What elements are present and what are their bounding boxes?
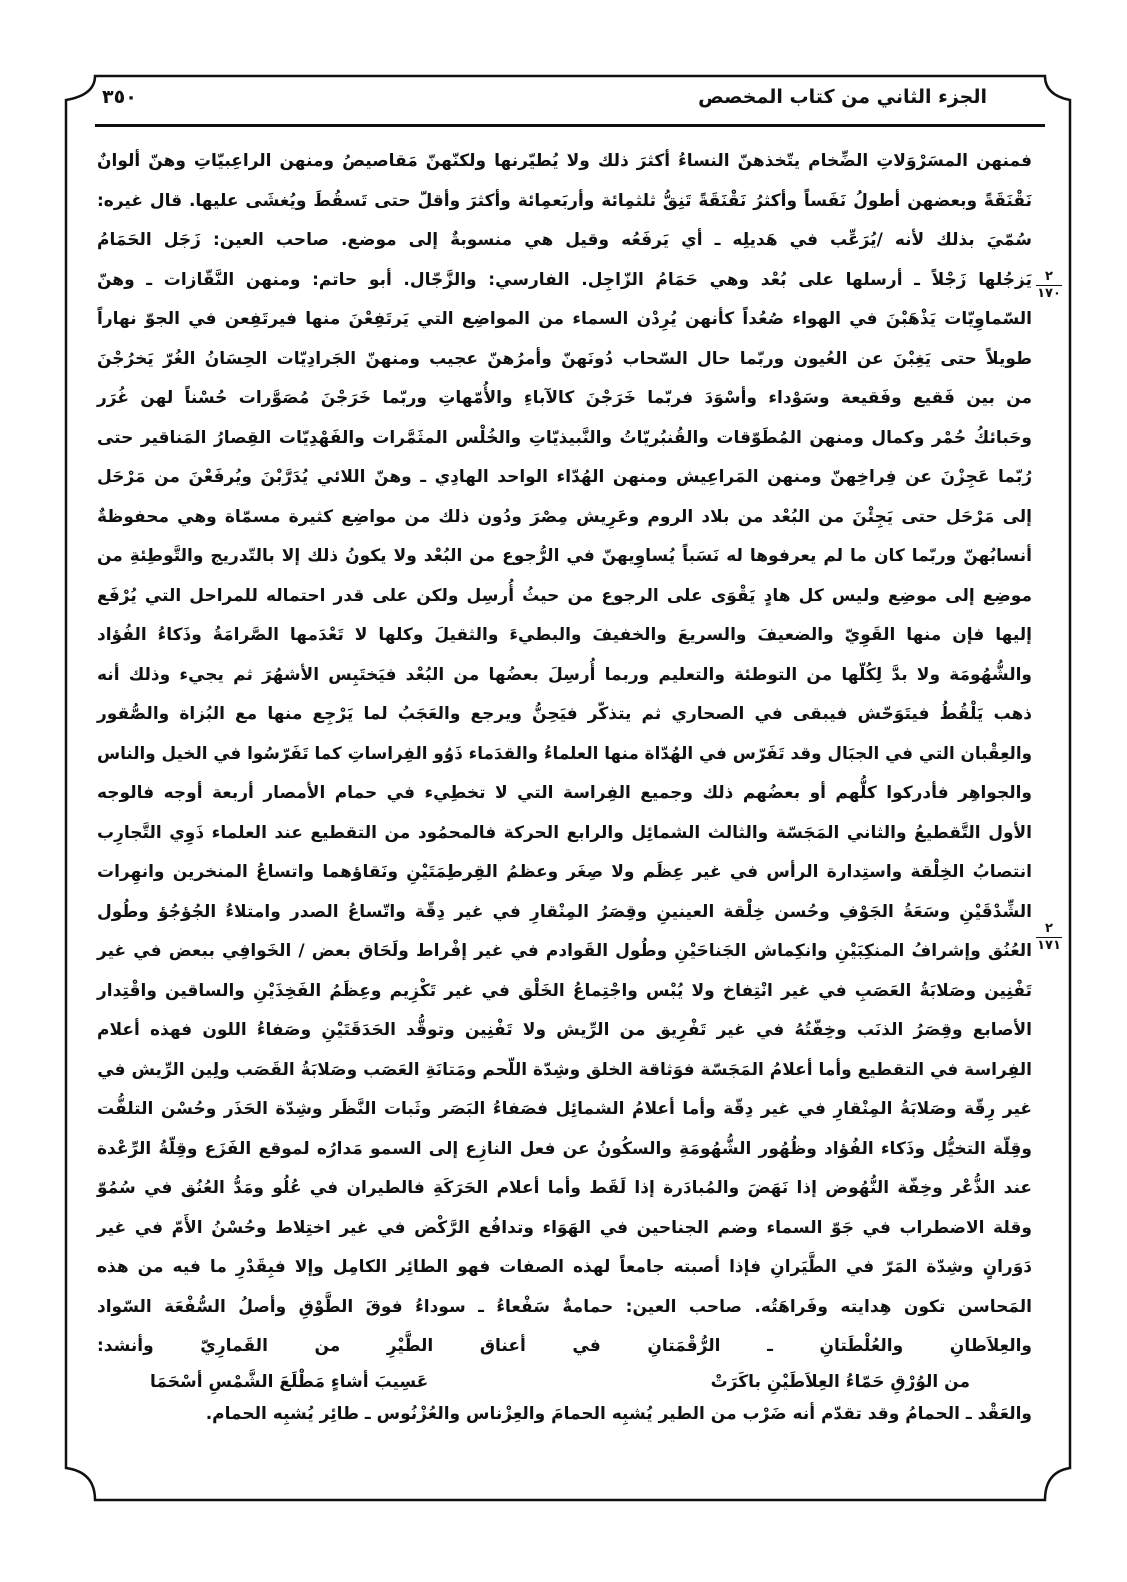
margin-page: ١٧٠ [1037, 286, 1061, 301]
text-line: موضِع إلى موضِع وليس كل هادٍ يَقْوَى على الرجوع من حيثُ أُرسِل ولكن على قدر احتماله للمراحل التي يُرْفَع [97, 585, 1032, 606]
verse-second-hemistich: عَسِيبَ أشاءٍ مَطْلَعَ الشَّمْسِ أسْحَمَا [150, 1372, 429, 1392]
closing-line: والعَقْد ـ الحمامُ وقد تقدّم أنه ضَرْب من الطير يُشبِه الحمامَ والعِزْناس والعُزْنُوس ـ طائِر يُشبِه الحمام. [205, 1404, 1032, 1424]
margin-page-reference [1036, 270, 1062, 301]
text-line: الفِراسة في التقطيع وأما أعلامُ المَجَسّة فوَثاقة الخلق وشِدّة اللّحم ومَتانَةِ العَصَب وصَلابَةُ القَصَب ولِين الرِّيش في [97, 1059, 1033, 1080]
running-title: الجزء الثاني من كتاب المخصص [698, 86, 987, 108]
text-line: سُمّيَ بذلك لأنه /يُرَعِّب في هَديلِه ـ أي يَرفَعُه وقيل هي منسوبةٌ إلى موضع. صاحب العين: زَجَل الحَمَامُ [97, 230, 1032, 250]
text-line: تَفْنِين وصَلابَةُ العَصَبِ في غير انْتِفاخ ولا يُبْس واجْتِماعُ الخَلْق في غير تَكْزِيم وعِظَمُ الفَخِذَيْنِ والساقين واقْتِدار [97, 980, 1032, 1001]
text-line: أنسابُهنّ وربّما كان ما لم يعرفوها له نَسَباً يُساوِيهنّ في الرُّجوع من البُعْد ولا يكونُ ذلك إلا بالتّدريج والتَّوطِئةِ من [97, 546, 1032, 566]
text-line: وقلة الاضطراب في جَوّ السماء وضم الجناحين في الهَوَاء وتدافُع الرَّكْض في غير اختِلاط وحُسْنُ الأَمّ في غير [97, 1217, 1032, 1238]
margin-volume: ٢ [1045, 269, 1053, 284]
page-number: ٣٥٠ [102, 86, 137, 108]
margin-page-reference [1036, 922, 1062, 953]
text-line: من بين فَقيع وفَقيعة وسَوْداء وأسْوَدَ فربّما خَرَجْنَ كالآباءِ والأُمّهاتِ وربّما خَرَجْنَ مُصَوَّرات حُسْناً لهن غُرَر [97, 388, 1032, 408]
text-line: غير رِقّة وصَلابَةُ المِنْقارِ في غير دِقّة وأما أعلامُ الشمائِل فصَفاءُ البَصَر وثَبات النَّظَر وشِدّة الحَذَر وحُسْن التلفُّت [97, 1099, 1032, 1119]
text-line: انتصابُ الخِلْقة واستِدارة الرأس في غير عِظَم ولا صِغَر وعظمُ القِرطِمَتَيْنِ ونَقاؤهما واتساعُ المنخرين وانهِرات [97, 862, 1032, 882]
text-line: السّماوِيّات يَذْهَبْنَ في الهواء صُعُداً كأنهن يُرِدْن السماء من المواضِع التي يَرتَفِعْنَ منها فيرتَفِعن في الجوّ نهاراً [97, 309, 1032, 329]
text-line: دَوَرانٍ وشِدّة المَرّ في الطَّيَرانِ فإذا أصبته جامعاً لهذه الصفات فهو الطائِر الكامِل وإلا فبِقَدْرِ ما فيه من هذه [97, 1257, 1032, 1277]
text-line: وقِلّة التخيُّل وذَكاء الفُؤاد وظُهُور الشُّهُومَةِ والسكُونُ عن فعل النازِع إلى السمو مَدارُه لموقع الفَزَع وقِلّةُ الرِّعْدة [97, 1138, 1032, 1159]
text-line: يَزجُلها زَجْلاً ـ أرسلها على بُعْد وهي حَمَامُ الزّاجِل. الفارسي: والزَّجّال. أبو حاتم: ومنهن النَّقّازات ـ وهنّ [97, 269, 1032, 290]
text-line: والعِقْبان التي في الجبَال وقد تَفَرّس في الهُدّاة منها العلماءُ والقدَماء ذَوُو الفِراساتِ كما تَفَرّسُوا في الخيل والناس [96, 743, 1032, 764]
text-line: الشِّدْقَيْنِ وسَعَةُ الجَوْفِ وحُسن خِلْقة العينينِ وقِصَرُ المِنْقارِ في غير دِقّة واتّساعُ الصدر وامتلاءُ الجُؤجُؤ وطُول [97, 901, 1032, 922]
body-text [97, 146, 1032, 1371]
text-line: وحَبائكُ حُمْر وكمال ومنهن المُطَوّقات والقُنبُريّاتُ والنَّبيذيّاتِ والخُلْس المثَمَّرات والفَهْدِيّات القِصارُ المَناقير حتى [97, 427, 1032, 448]
text-line: فمنهن المسَرْوَلاتِ الضِّخام يتّخذهنّ النساءُ أكثرَ ذلك ولا يُطيّرنها ولكنّهنّ مَقاصيصُ ومنهن الراعِبيّاتِ وهنّ ألوانٌ [97, 151, 1032, 171]
text-line: ذهب يَلْقُطُ فيتَوَحّش فيبقى في الصحاري ثم يتذكّر فيَحِنُّ ويرجع والعَجَبُ لما يَرْجِع منها مع البُزاة والصُّقور [97, 704, 1032, 724]
text-line: إلى مَرْحَل حتى يَجِئْنَ من البُعْد من بلاد الروم وعَرِيش مِصْرَ ودُون ذلك من مواضِع كثيرة مسمّاة وهي محفوظةٌ [97, 506, 1032, 527]
verse-first-hemistich: من الوُرْقِ حَمّاءُ العِلاَطَيْنِ باكَرَتْ [710, 1372, 970, 1392]
text-line: الأصابع وقِصَرُ الذنَب وخِفّتُهُ في غير تَفْرِيق من الرِّيش ولا تَفْنِين وتوقُّد الحَدَقَتَيْنِ وصَفاءُ اللون فهذه أعلام [97, 1020, 1032, 1040]
text-line: والعِلاَطانِ والعُلْطَتانِ ـ الرُّقْمَتانِ في أعناق الطَّيْرِ من القَمارِيّ وأنشد: [97, 1336, 1032, 1356]
margin-page: ١٧١ [1037, 938, 1061, 953]
text-line: عند الذُّعْر وخِفّة النُّهُوض إذا نَهَضَ والمُبادَرة إذا لَقَط وأما أعلام الحَرَكَةِ فالطيران في عُلُو ومَدُّ العُنُق في سُمُوّ [97, 1178, 1032, 1198]
text-line: العُنُق وإشرافُ المنكِبَيْنِ وانكِماش الجَناحَيْنِ وطُول القَوادم في غير إفْراط ولَحَاق بعض / الخَوافِي ببعض في غير [97, 941, 1032, 961]
poetry-verse [150, 1372, 970, 1392]
text-line: المَحاسن تكون هِدايته وفَراهَتُه. صاحب العين: حمامةٌ سَفْعاءُ ـ سوداءُ فوقَ الطَّوْقِ وأصلُ السُّفْعَة السّواد [97, 1296, 1032, 1317]
text-line: والجواهِر فأدركوا كلُّهم أو بعضُهم ذلك وجميع الفِراسة التي لا تخطِيء في حمام الأمصار أربعة أوجه فالوجه [97, 783, 1032, 803]
text-line: طويلاً حتى يَغِبْنَ عن العُيون وربّما حال السّحاب دُونَهنّ وأمرُهنّ عجيب ومنهنّ الجَرادِيّات الحِسَانُ الغُرّ يَخرُجْنَ [97, 348, 1032, 369]
text-line: رُبّما عَجِزْنَ عن فِراخِهنّ ومنهن المَراعِيش ومنهن الهُدّاء الواحد الهادِي ـ وهنّ اللائي يُدَرَّبْنَ ويُرفَعْنَ من مَرْحَل [97, 467, 1032, 487]
text-line: إليها فإن منها القَوِيّ والضعيفَ والسريعَ والخفيفَ والبطيءَ والثقيلَ وكلها لا تَعْدَمها الصَّرامَةُ وذَكاءُ الفُؤاد [97, 625, 1032, 645]
text-line: الأول التَّقطيعُ والثاني المَجَسّة والثالث الشمائِل والرابع الحركة فالمحمُود من التقطيع عند العلماء ذَوِي التَّجارِب [97, 822, 1032, 843]
margin-volume: ٢ [1045, 921, 1053, 936]
text-line: نَقْنَقَةً وبعضهن أطولُ نَفَساً وأكثرُ نَقْنَقَةً تَنِقُّ ثلثمِائة وأربَعمِائة وأكثرَ وأقلّ حتى تَسقُطَ ويُغشَى عليها. قال غيره: [97, 190, 1032, 211]
text-line: والشُّهُومَة ولا بدَّ لِكُلّها من التوطئة والتعليم وربما أُرسِلَ بعضُها من البُعْد فيَختَبِس الأشهُرَ ثم يجيء وذلك أنه [97, 664, 1032, 685]
header-rule [95, 124, 1045, 127]
